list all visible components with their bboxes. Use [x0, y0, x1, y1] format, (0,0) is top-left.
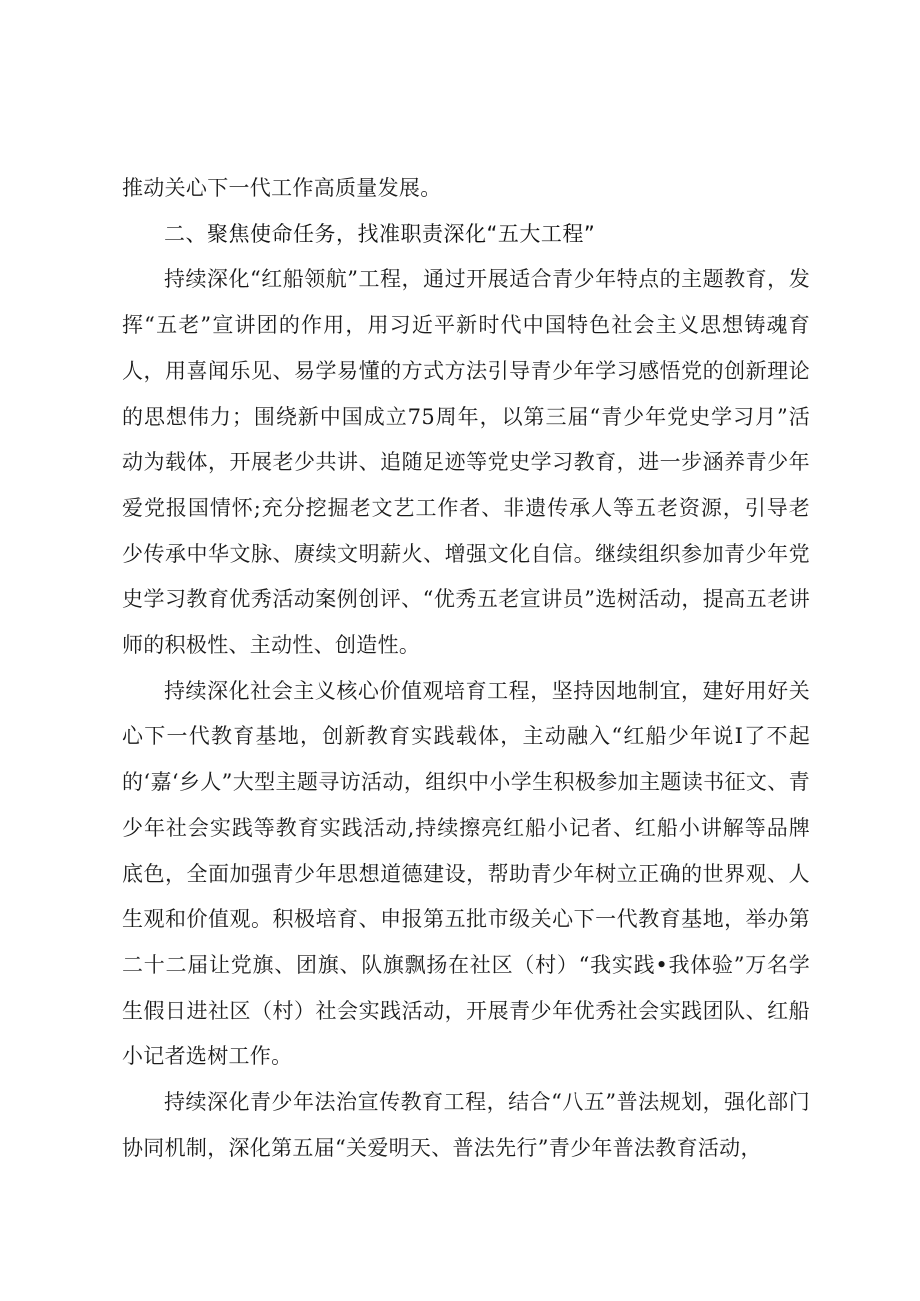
- section-heading: 二、聚焦使命任务，找准职责深化“五大工程”: [164, 221, 596, 246]
- document-body: [122, 166, 810, 1171]
- paragraph-legal-education: 持续深化青少年法治宣传教育工程，结合“八五”普法规划，强化部门协同机制，深化第五届“关爱明天、普法先行”青少年普法教育活动，: [122, 1090, 810, 1160]
- continuation-text: 推动关心下一代工作高质量发展。: [122, 176, 442, 200]
- paragraph-core-values: 持续深化社会主义核心价值观培育工程，坚持因地制宜，建好用好关心下一代教育基地，创新教育实践载体，主动融入“红船少年说I了不起的‘嘉‘乡人”大型主题寻访活动，组织中小学生积极参加主题读书征文、青少年社会实践等教育实践活动,持续擦亮红船小记者、红船小讲解等品牌底色，全面加强青少年思想道德建设，帮助青少年树立正确的世界观、人生观和价值观。积极培育、申报第五批市级关心下一代教育基地，举办第二十二届让党旗、团旗、队旗飘扬在社区（村）“我实践•我体验”万名学生假日进社区（村）社会实践活动，开展青少年优秀社会实践团队、红船小记者选树工作。: [122, 678, 810, 1069]
- paragraph-red-boat: 持续深化“红船领航”工程，通过开展适合青少年特点的主题教育，发挥“五老”宣讲团的作用，用习近平新时代中国特色社会主义思想铸魂育人，用喜闻乐见、易学易懂的方式方法引导青少年学习感悟党的创新理论的思想伟力；围绕新中国成立75周年，以第三届“青少年党史学习月”活动为载体，开展老少共讲、追随足迹等党史学习教育，进一步涵养青少年爱党报国情怀;充分挖掘老文艺工作者、非遗传承人等五老资源，引导老少传承中华文脉、赓续文明薪火、增强文化自信。继续组织参加青少年党史学习教育优秀活动案例创评、“优秀五老宣讲员”选树活动，提高五老讲师的积极性、主动性、创造性。: [122, 267, 810, 658]
